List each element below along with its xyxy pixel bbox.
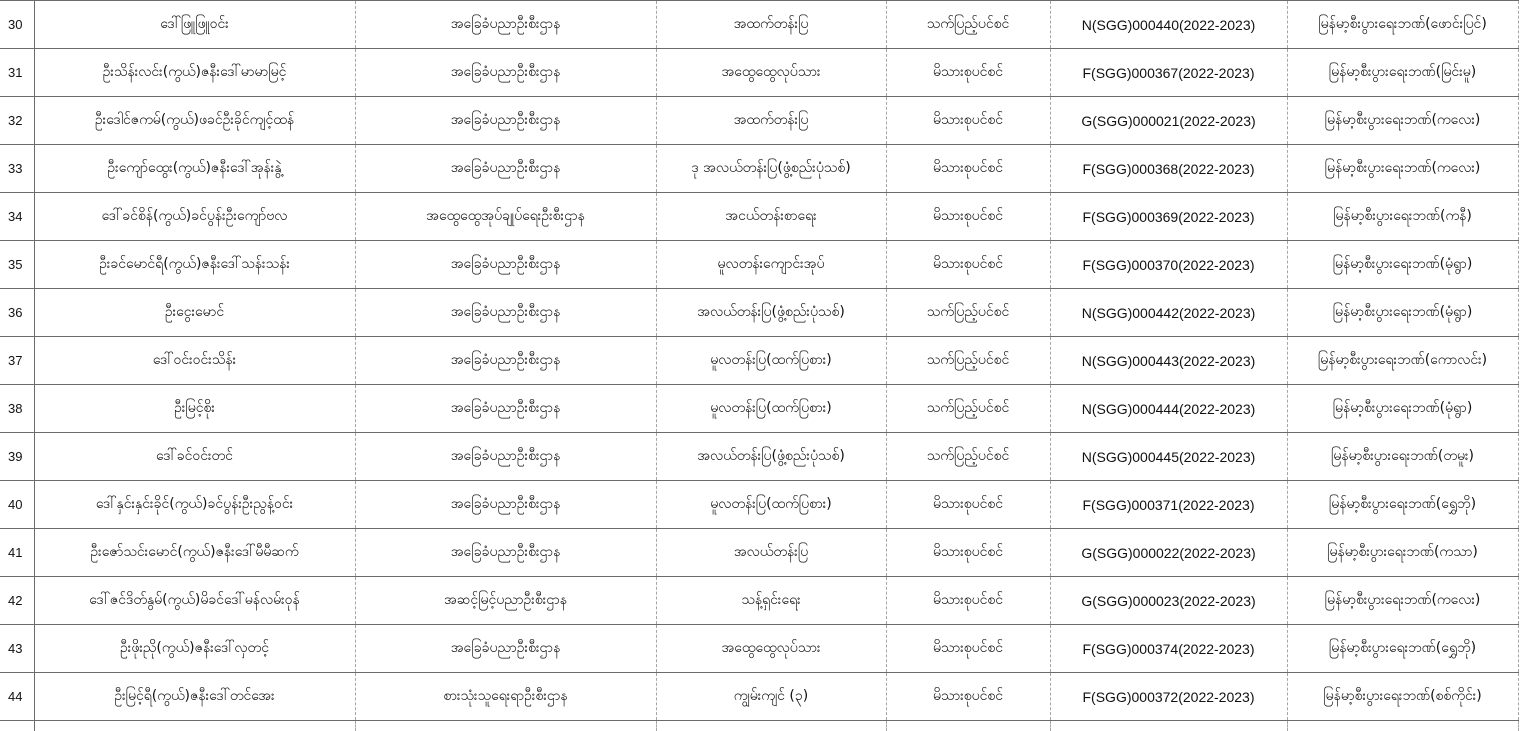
person-name: ဦးမြင့်စိုး [34, 385, 355, 433]
bank-branch: မြန်မာ့စီးပွားရေးဘဏ်(ကောလင်း) [1287, 337, 1518, 385]
pension-code: F(SGG)000370(2022-2023) [1050, 241, 1287, 289]
bank-branch: မြန်မာ့စီးပွားရေးဘဏ်(ကနီ) [1287, 193, 1518, 241]
row-number [0, 721, 34, 731]
person-name: ဒေါ်ဖြူဖြူဝင်း [34, 1, 355, 49]
bank-branch: မြန်မာ့စီးပွားရေးဘဏ်(မုံရွာ) [1287, 241, 1518, 289]
person-name: ဒေါ်ခင်ဝင်းတင် [34, 433, 355, 481]
row-number: 31 [0, 49, 34, 97]
pension-code [1050, 721, 1287, 731]
table-row [0, 481, 1518, 529]
table-row [0, 385, 1518, 433]
pension-type: မိသားစုပင်စင် [886, 481, 1050, 529]
row-number: 38 [0, 385, 34, 433]
person-name: ဦးဇော်သင်းမောင်(ကွယ်)ဇနီးဒေါ်မီမီဆက် [34, 529, 355, 577]
person-name: ဒေါ်ခင်စိန်(ကွယ်)ခင်ပွန်းဦးကျော်ဗလ [34, 193, 355, 241]
bank-branch: မြန်မာ့စီးပွားရေးဘဏ်(ကသာ) [1287, 529, 1518, 577]
department: အခြေခံပညာဦးစီးဌာန [355, 289, 656, 337]
table-row [0, 337, 1518, 385]
bank-branch: မြန်မာ့စီးပွားရေးဘဏ်(ကလေး) [1287, 145, 1518, 193]
row-number: 37 [0, 337, 34, 385]
table-row [0, 193, 1518, 241]
position: သန့်ရှင်းရေး [656, 577, 886, 625]
table-row-partial [0, 721, 1518, 731]
department: အခြေခံပညာဦးစီးဌာန [355, 337, 656, 385]
pension-code: N(SGG)000443(2022-2023) [1050, 337, 1287, 385]
pension-type: မိသားစုပင်စင် [886, 241, 1050, 289]
position: အထွေထွေလုပ်သား [656, 625, 886, 673]
bank-branch: မြန်မာ့စီးပွားရေးဘဏ်(တမူး) [1287, 433, 1518, 481]
table-row [0, 529, 1518, 577]
person-name: ဦးခင်မောင်ရီ(ကွယ်)ဇနီးဒေါ်သန်းသန်း [34, 241, 355, 289]
table-row [0, 241, 1518, 289]
pension-code: N(SGG)000444(2022-2023) [1050, 385, 1287, 433]
department: အခြေခံပညာဦးစီးဌာန [355, 625, 656, 673]
bank-branch: မြန်မာ့စီးပွားရေးဘဏ်(မုံရွာ) [1287, 385, 1518, 433]
bank-branch: မြန်မာ့စီးပွားရေးဘဏ်(ရွှေဘို) [1287, 625, 1518, 673]
pension-code: F(SGG)000374(2022-2023) [1050, 625, 1287, 673]
pension-type: မိသားစုပင်စင် [886, 97, 1050, 145]
pension-type: သက်ပြည့်ပင်စင် [886, 289, 1050, 337]
department: အခြေခံပညာဦးစီးဌာန [355, 145, 656, 193]
position: မူလတန်းကျောင်းအုပ် [656, 241, 886, 289]
person-name: ဦးဒေါင်ဇကမ်(ကွယ်)ဖခင်ဦးခိုင်ကျင့်ထန် [34, 97, 355, 145]
position: အထက်တန်းပြ [656, 97, 886, 145]
pension-code: F(SGG)000371(2022-2023) [1050, 481, 1287, 529]
pension-type: သက်ပြည့်ပင်စင် [886, 337, 1050, 385]
department: အခြေခံပညာဦးစီးဌာန [355, 433, 656, 481]
row-number: 43 [0, 625, 34, 673]
pension-code: F(SGG)000372(2022-2023) [1050, 673, 1287, 721]
person-name: ဦးကျော်ထွေး(ကွယ်)ဇနီးဒေါ်အုန်းနွဲ့ [34, 145, 355, 193]
bank-branch: မြန်မာ့စီးပွားရေးဘဏ်(ကလေး) [1287, 97, 1518, 145]
position: အလယ်တန်းပြ [656, 529, 886, 577]
table-row [0, 145, 1518, 193]
pension-code: F(SGG)000369(2022-2023) [1050, 193, 1287, 241]
person-name: ဦးမြင့်ရီ(ကွယ်)ဇနီးဒေါ်တင်အေး [34, 673, 355, 721]
department: အခြေခံပညာဦးစီးဌာန [355, 1, 656, 49]
table-row [0, 289, 1518, 337]
pension-code: N(SGG)000445(2022-2023) [1050, 433, 1287, 481]
pension-code: F(SGG)000368(2022-2023) [1050, 145, 1287, 193]
person-name: ဒေါ်ဇင်ဒိတ်နွမ်(ကွယ်)မိခင်ဒေါ်မန်လမ်းဝုန် [34, 577, 355, 625]
row-number: 34 [0, 193, 34, 241]
department [355, 721, 656, 731]
bank-branch: မြန်မာ့စီးပွားရေးဘဏ်(စစ်ကိုင်း) [1287, 673, 1518, 721]
pension-type: မိသားစုပင်စင် [886, 529, 1050, 577]
pension-type [886, 721, 1050, 731]
pension-code: G(SGG)000021(2022-2023) [1050, 97, 1287, 145]
bank-branch [1287, 721, 1518, 731]
row-number: 40 [0, 481, 34, 529]
pension-code: G(SGG)000023(2022-2023) [1050, 577, 1287, 625]
department: အခြေခံပညာဦးစီးဌာန [355, 241, 656, 289]
table-row [0, 1, 1518, 49]
row-number: 42 [0, 577, 34, 625]
pension-code: G(SGG)000022(2022-2023) [1050, 529, 1287, 577]
bank-branch: မြန်မာ့စီးပွားရေးဘဏ်(ဖောင်းပြင်) [1287, 1, 1518, 49]
row-number: 33 [0, 145, 34, 193]
table-row [0, 577, 1518, 625]
position: အထက်တန်းပြ [656, 1, 886, 49]
table-row [0, 97, 1518, 145]
pension-type: သက်ပြည့်ပင်စင် [886, 385, 1050, 433]
person-name: ဦးငွေးမောင် [34, 289, 355, 337]
table-row [0, 625, 1518, 673]
row-number: 39 [0, 433, 34, 481]
pension-code: N(SGG)000442(2022-2023) [1050, 289, 1287, 337]
pension-type: မိသားစုပင်စင် [886, 49, 1050, 97]
pension-type: မိသားစုပင်စင် [886, 145, 1050, 193]
position: မူလတန်းပြ(ထက်ပြစား) [656, 481, 886, 529]
position: အထွေထွေလုပ်သား [656, 49, 886, 97]
department: အထွေထွေအုပ်ချုပ်ရေးဦးစီးဌာန [355, 193, 656, 241]
table-body [0, 1, 1518, 731]
department: အခြေခံပညာဦးစီးဌာန [355, 49, 656, 97]
pension-type: မိသားစုပင်စင် [886, 577, 1050, 625]
department: အခြေခံပညာဦးစီးဌာန [355, 481, 656, 529]
row-number: 41 [0, 529, 34, 577]
person-name: ဦးသိန်းလင်း(ကွယ်)ဇနီးဒေါ်မာမာမြင့် [34, 49, 355, 97]
position: အငယ်တန်းစာရေး [656, 193, 886, 241]
position: ဒု အလယ်တန်းပြ(ဖွံ့စည်းပုံသစ်) [656, 145, 886, 193]
person-name [34, 721, 355, 731]
person-name: ဒေါ်နှင်းနှင်းခိုင်(ကွယ်)ခင်ပွန်းဦးညွန့်ဝင်း [34, 481, 355, 529]
person-name: ဦးဖိုးညို(ကွယ်)ဇနီးဒေါ်လှတင့် [34, 625, 355, 673]
pension-type: သက်ပြည့်ပင်စင် [886, 433, 1050, 481]
position [656, 721, 886, 731]
pension-type: မိသားစုပင်စင် [886, 625, 1050, 673]
position: အလယ်တန်းပြ(ဖွံ့စည်းပုံသစ်) [656, 289, 886, 337]
row-number: 44 [0, 673, 34, 721]
position: အလယ်တန်းပြ(ဖွံ့စည်းပုံသစ်) [656, 433, 886, 481]
table-row [0, 49, 1518, 97]
table-row [0, 673, 1518, 721]
department: အဆင့်မြင့်ပညာဦးစီးဌာန [355, 577, 656, 625]
department: စားသုံးသူရေးရာဦးစီးဌာန [355, 673, 656, 721]
row-number: 36 [0, 289, 34, 337]
pension-code: N(SGG)000440(2022-2023) [1050, 1, 1287, 49]
row-number: 35 [0, 241, 34, 289]
bank-branch: မြန်မာ့စီးပွားရေးဘဏ်(မုံရွာ) [1287, 289, 1518, 337]
pension-type: မိသားစုပင်စင် [886, 673, 1050, 721]
position: မူလတန်းပြ(ထက်ပြစား) [656, 385, 886, 433]
table-row [0, 433, 1518, 481]
department: အခြေခံပညာဦးစီးဌာန [355, 529, 656, 577]
person-name: ဒေါ်ဝင်းဝင်းသိန်း [34, 337, 355, 385]
bank-branch: မြန်မာ့စီးပွားရေးဘဏ်(ကလေး) [1287, 577, 1518, 625]
row-number: 32 [0, 97, 34, 145]
bank-branch: မြန်မာ့စီးပွားရေးဘဏ်(မြင်းမူ) [1287, 49, 1518, 97]
department: အခြေခံပညာဦးစီးဌာန [355, 385, 656, 433]
pension-code: F(SGG)000367(2022-2023) [1050, 49, 1287, 97]
position: ကျွမ်းကျင် (၃) [656, 673, 886, 721]
pension-type: မိသားစုပင်စင် [886, 193, 1050, 241]
bank-branch: မြန်မာ့စီးပွားရေးဘဏ်(ရွှေဘို) [1287, 481, 1518, 529]
department: အခြေခံပညာဦးစီးဌာန [355, 97, 656, 145]
pension-type: သက်ပြည့်ပင်စင် [886, 1, 1050, 49]
row-number: 30 [0, 1, 34, 49]
position: မူလတန်းပြ(ထက်ပြစား) [656, 337, 886, 385]
